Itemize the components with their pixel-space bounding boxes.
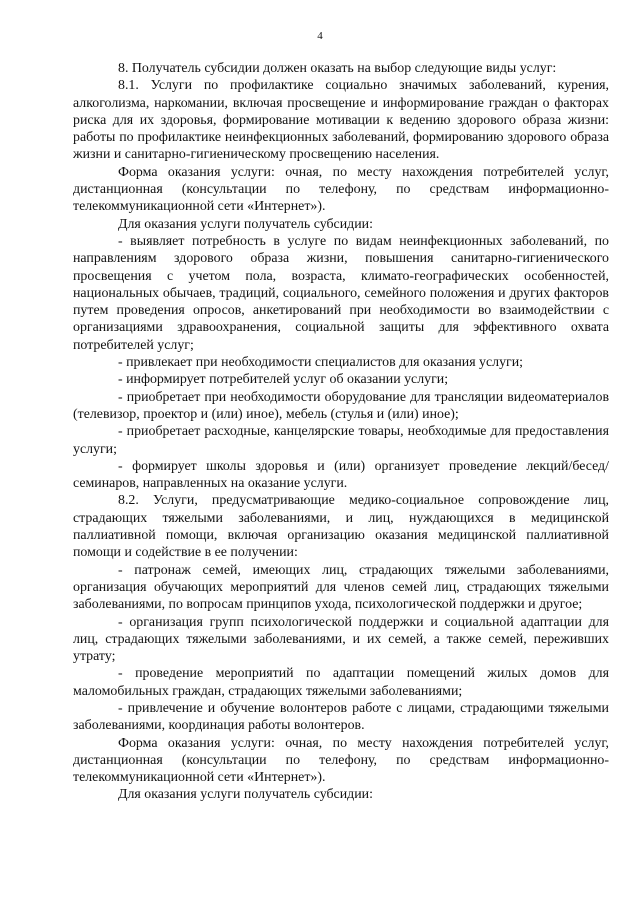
list-item-supplies: - приобретает расходные, канцелярские товары, необходимые для предоставления услуги; (73, 424, 609, 457)
list-item-housing-adaptation: - проведение мероприятий по адаптации помещений жилых домов для маломобильных граждан, страдающих тяжелыми заболеваниями; (73, 666, 609, 699)
paragraph-section-8-1: 8.1. Услуги по профилактике социально значимых заболеваний, курения, алкоголизма, наркомании, включая просвещение и информирование граждан о факторах риска для их здоровья, формирование мотивации к ведению здорового образа жизни: работы по профилактике неинфекционных заболеваний, формированию здорового образа жизни и санитарно-гигиеническому просвещению населения. (73, 78, 609, 163)
list-item-specialists: - привлекает при необходимости специалистов для оказания услуги; (118, 355, 524, 371)
list-item-support-groups: - организация групп психологической поддержки и социальной адаптации для лиц, страдающих тяжелыми заболеваниями, и их семей, а также семей, переживших утрату; (73, 614, 609, 665)
paragraph-service-form-8-2: Форма оказания услуги: очная, по месту нахождения потребителей услуг, дистанционная (консультации по телефону, по средствам информационно-телекоммуникационной сети «Интернет»). (73, 735, 609, 786)
paragraph-section-8-intro: 8. Получатель субсидии должен оказать на выбор следующие виды услуг: (118, 61, 557, 76)
list-item-health-schools: - формирует школы здоровья и (или) организует проведение лекций/бесед/семинаров, направленных на оказание услуги. (73, 458, 609, 492)
paragraph-service-form-8-1: Форма оказания услуги: очная, по месту нахождения потребителей услуг, дистанционная (консультации по телефону, по средствам информационно-телекоммуникационной сети «Интернет»). (73, 164, 609, 215)
paragraph-recipient-duties-8-2: Для оказания услуги получатель субсидии: (118, 787, 373, 803)
list-item-informing: - информирует потребителей услуг об оказании услуги; (118, 372, 449, 388)
list-item-volunteers: - привлечение и обучение волонтеров работе с лицами, страдающими тяжелыми заболеваниями, координация работы волонтеров. (73, 700, 609, 734)
list-item-needs-assessment: - выявляет потребность в услуге по видам неинфекционных заболеваний, по направлениям здорового образа жизни, повышения санитарно-гигиенического просвещения с учетом пола, возраста, климато-географических особенностей, национальных обычаев, традиций, социального, семейного положения и других факторов путем проведения опросов, анкетирований при необходимости во взаимодействии с организациями здравоохранения, социальной защиты для эффективного охвата потребителей услуг; (73, 233, 609, 353)
page-number: 4 (317, 30, 323, 42)
paragraph-section-8-2: 8.2. Услуги, предусматривающие медико-социальное сопровождение лиц, страдающих тяжелыми заболеваниями, и лиц, нуждающихся в медицинской паллиативной помощи, включая организацию оказания медицинской паллиативной помощи и содействие в ее получении: (73, 493, 609, 561)
list-item-patronage: - патронаж семей, имеющих лиц, страдающих тяжелыми заболеваниями, организация обучающих мероприятий для членов семей лиц, страдающих тяжелыми заболеваниями, по вопросам принципов ухода, психологической поддержки и другое; (73, 562, 609, 613)
list-item-equipment: - приобретает при необходимости оборудование для трансляции видеоматериалов (телевизор, проектор и (или) иное), мебель (стулья и (или) иное); (73, 389, 609, 422)
paragraph-recipient-duties-8-1: Для оказания услуги получатель субсидии: (118, 216, 373, 232)
document-body (73, 60, 609, 804)
